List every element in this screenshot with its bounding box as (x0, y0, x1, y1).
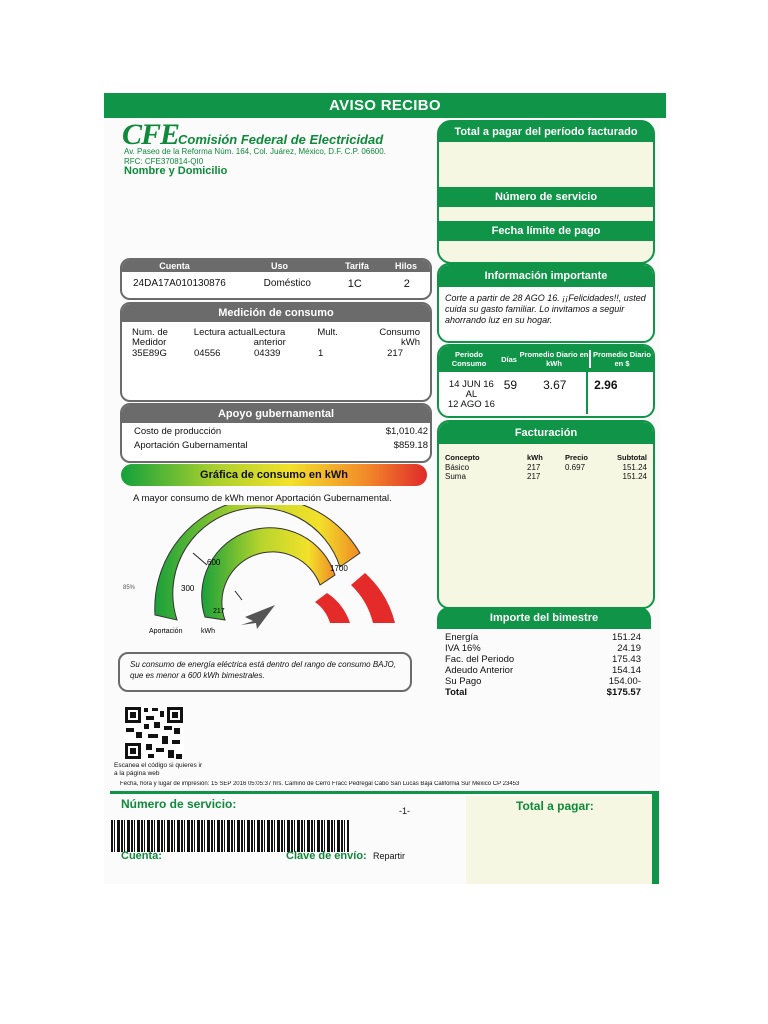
header-tarifa: Tarifa (345, 261, 369, 271)
label-217: 217 (213, 608, 225, 615)
header-medidor: Num. de Medidor (132, 327, 168, 348)
total-value: $175.57 (606, 687, 641, 698)
account-uso: Doméstico (263, 278, 311, 289)
account-hilos: 2 (403, 278, 410, 290)
period-range (439, 372, 504, 414)
billing-h-precio: Precio (565, 453, 588, 462)
cost-value: $1,010.42 (385, 426, 428, 437)
arrow-icon (241, 605, 275, 629)
consumption-kwh: 217 (387, 348, 403, 359)
subsidy-row-cost (122, 423, 430, 439)
subsidy-box (120, 403, 432, 463)
bimester-row (445, 643, 641, 654)
header-consumo: Consumo kWh (379, 327, 420, 348)
red-segment-outer (351, 573, 395, 623)
measurement-title: Medición de consumo (122, 304, 430, 322)
period-header (439, 346, 653, 372)
measurement-values (122, 348, 430, 360)
header-anterior: Lectura anterior (253, 327, 286, 348)
bimester-value: 24.19 (617, 643, 641, 654)
bimester-label: Adeudo Anterior (445, 665, 514, 676)
total-label: Total a pagar del período facturado (454, 126, 638, 138)
gauge-tick (235, 591, 242, 600)
bimester-row (445, 654, 641, 665)
multiplier: 1 (318, 348, 324, 359)
billing-concepto: Suma (445, 472, 466, 481)
bimester-box (437, 607, 651, 698)
header-hilos: Hilos (394, 261, 417, 271)
aportacion-label: Aportación Gubernamental (134, 440, 248, 451)
account-values (122, 272, 430, 296)
gauge-subtitle: A mayor consumo de kWh menor Aportación Gubernamental. (133, 493, 392, 504)
header-dias: Días (501, 354, 517, 364)
gauge-title: Gráfica de consumo en kWh (121, 464, 427, 486)
stub-page-number: -1- (399, 806, 410, 816)
account-number: 24DA17A010130876 (133, 278, 226, 289)
header-mult: Mult. (317, 327, 338, 338)
period-start: 14 JUN 16 (448, 379, 494, 390)
bimester-row (445, 665, 641, 676)
billing-headers (439, 444, 653, 462)
label-300: 300 (181, 584, 195, 593)
billing-h-subtotal: Subtotal (617, 453, 647, 462)
label-600: 600 (207, 558, 221, 567)
header-periodo: Periodo Consumo (451, 350, 487, 368)
aportacion-value: $859.18 (393, 440, 428, 451)
account-header (122, 260, 430, 272)
bimester-total-row (445, 687, 641, 698)
billing-kwh: 217 (527, 463, 541, 472)
billing-title: Facturación (439, 422, 653, 444)
billing-kwh: 217 (527, 472, 541, 481)
page-title: AVISO RECIBO (104, 93, 666, 118)
bimester-row (445, 632, 641, 643)
barcode (111, 820, 349, 852)
company-address (124, 147, 386, 167)
consumption-message: Su consumo de energía eléctrica está dentro del rango de consumo BAJO, que es menor a 600 kWh bimestrales. (118, 652, 412, 692)
inner-gauge-band (202, 528, 335, 620)
period-end: 12 AGO 16 (447, 399, 495, 410)
bimester-value: 154.14 (611, 665, 641, 676)
billing-h-kwh: kWh (527, 453, 543, 462)
header-prom-pesos: Promedio Diario en $ (589, 350, 653, 368)
fecha-label: Fecha límite de pago (491, 225, 601, 237)
reading-previous: 04339 (254, 348, 281, 359)
header-prom-kwh: Promedio Diario en kWh (519, 350, 589, 368)
billing-concepto: Básico (445, 463, 470, 472)
stub-cuenta-label: Cuenta: (121, 850, 162, 862)
stub-right-bar (652, 791, 659, 884)
billing-row (439, 472, 653, 481)
info-text: Corte a partir de 28 AGO 16. ¡¡Felicidades!!, usted cuida su gasto familiar. Lo invitamos a seguir ahorrando luz en su hogar. (445, 293, 646, 325)
bimester-value: 154.00- (608, 676, 641, 687)
cost-label: Costo de producción (134, 426, 222, 437)
billing-row (439, 462, 653, 472)
measurement-box (120, 302, 432, 402)
billing-h-concepto: Concepto (445, 453, 480, 462)
account-box (120, 258, 432, 300)
nombre-domicilio: Nombre y Domicilio (124, 165, 228, 177)
total-label: Total (445, 687, 467, 698)
print-line: Fecha, hora y lugar de impresión: 15 SEP 2016 05:05:37 hrs. Camino de Cerro Fracc Pedregal Cabo San Lucas Baja California Sur Mexico CP 23453 (120, 781, 520, 787)
billing-subtotal: 151.24 (622, 463, 647, 472)
bimester-label: Fac. del Periodo (445, 654, 515, 665)
period-avg-kwh: 3.67 (543, 378, 567, 392)
total-value-area (439, 142, 653, 187)
period-avg-pesos: 2.96 (586, 372, 653, 414)
company-name: Comisión Federal de Electricidad (178, 132, 384, 147)
header-actual: Lectura actual (193, 327, 254, 338)
stub-clave-label: Clave de envío: (286, 850, 367, 862)
bimester-label: Su Pago (445, 676, 482, 687)
meter-number: 35E89G (132, 348, 167, 359)
period-values (439, 372, 653, 414)
rfc-line: RFC: CFE370814-QI0 (124, 157, 204, 166)
address-line: Av. Paseo de la Reforma Núm. 164, Col. Juárez, México, D.F. C.P. 06600. (124, 147, 386, 156)
label-kwh: kWh (201, 628, 215, 635)
period-al: AL (465, 389, 478, 400)
consumption-gauge (115, 505, 415, 645)
fecha-value-area (439, 241, 653, 262)
bimester-value: 151.24 (611, 632, 641, 643)
payment-summary-box (437, 120, 655, 264)
label-85: 85% (123, 585, 136, 591)
bimester-rows (437, 629, 651, 698)
bimester-label: IVA 16% (445, 643, 481, 654)
qr-code-icon[interactable] (124, 706, 184, 760)
period-box (437, 344, 655, 418)
billing-precio (565, 472, 609, 481)
subsidy-title: Apoyo gubernamental (122, 405, 430, 423)
account-tarifa: 1C (347, 278, 362, 290)
stub-servicio-label: Número de servicio: (121, 797, 237, 811)
bimester-row (445, 676, 641, 687)
gauge-tick (193, 553, 207, 565)
stub-total-label: Total a pagar: (516, 799, 594, 813)
header-cuenta: Cuenta (159, 261, 190, 271)
billing-subtotal: 151.24 (622, 472, 647, 481)
bimester-title: Importe del bimestre (437, 607, 651, 629)
bimester-label: Energía (445, 632, 479, 643)
reading-current: 04556 (194, 348, 221, 359)
cfe-logo: CFE (122, 118, 180, 151)
servicio-label: Número de servicio (494, 191, 598, 203)
measurement-headers (122, 322, 430, 348)
qr-caption: Escanea el código si quieres ir a la página web (114, 762, 203, 777)
subsidy-row-aportacion (122, 439, 430, 453)
bimester-value: 175.43 (611, 654, 641, 665)
stub-clave-value: Repartir (373, 851, 406, 861)
stub-divider (110, 791, 658, 794)
billing-precio: 0.697 (565, 463, 586, 472)
info-title: Información importante (439, 265, 653, 287)
header-uso: Uso (270, 261, 288, 271)
billing-box (437, 420, 655, 609)
servicio-value-area (439, 207, 653, 221)
period-days: 59 (503, 378, 518, 392)
label-1700: 1700 (330, 564, 348, 573)
label-aportacion: Aportación (149, 628, 183, 635)
info-box (437, 263, 655, 343)
red-segment-inner (315, 593, 350, 623)
